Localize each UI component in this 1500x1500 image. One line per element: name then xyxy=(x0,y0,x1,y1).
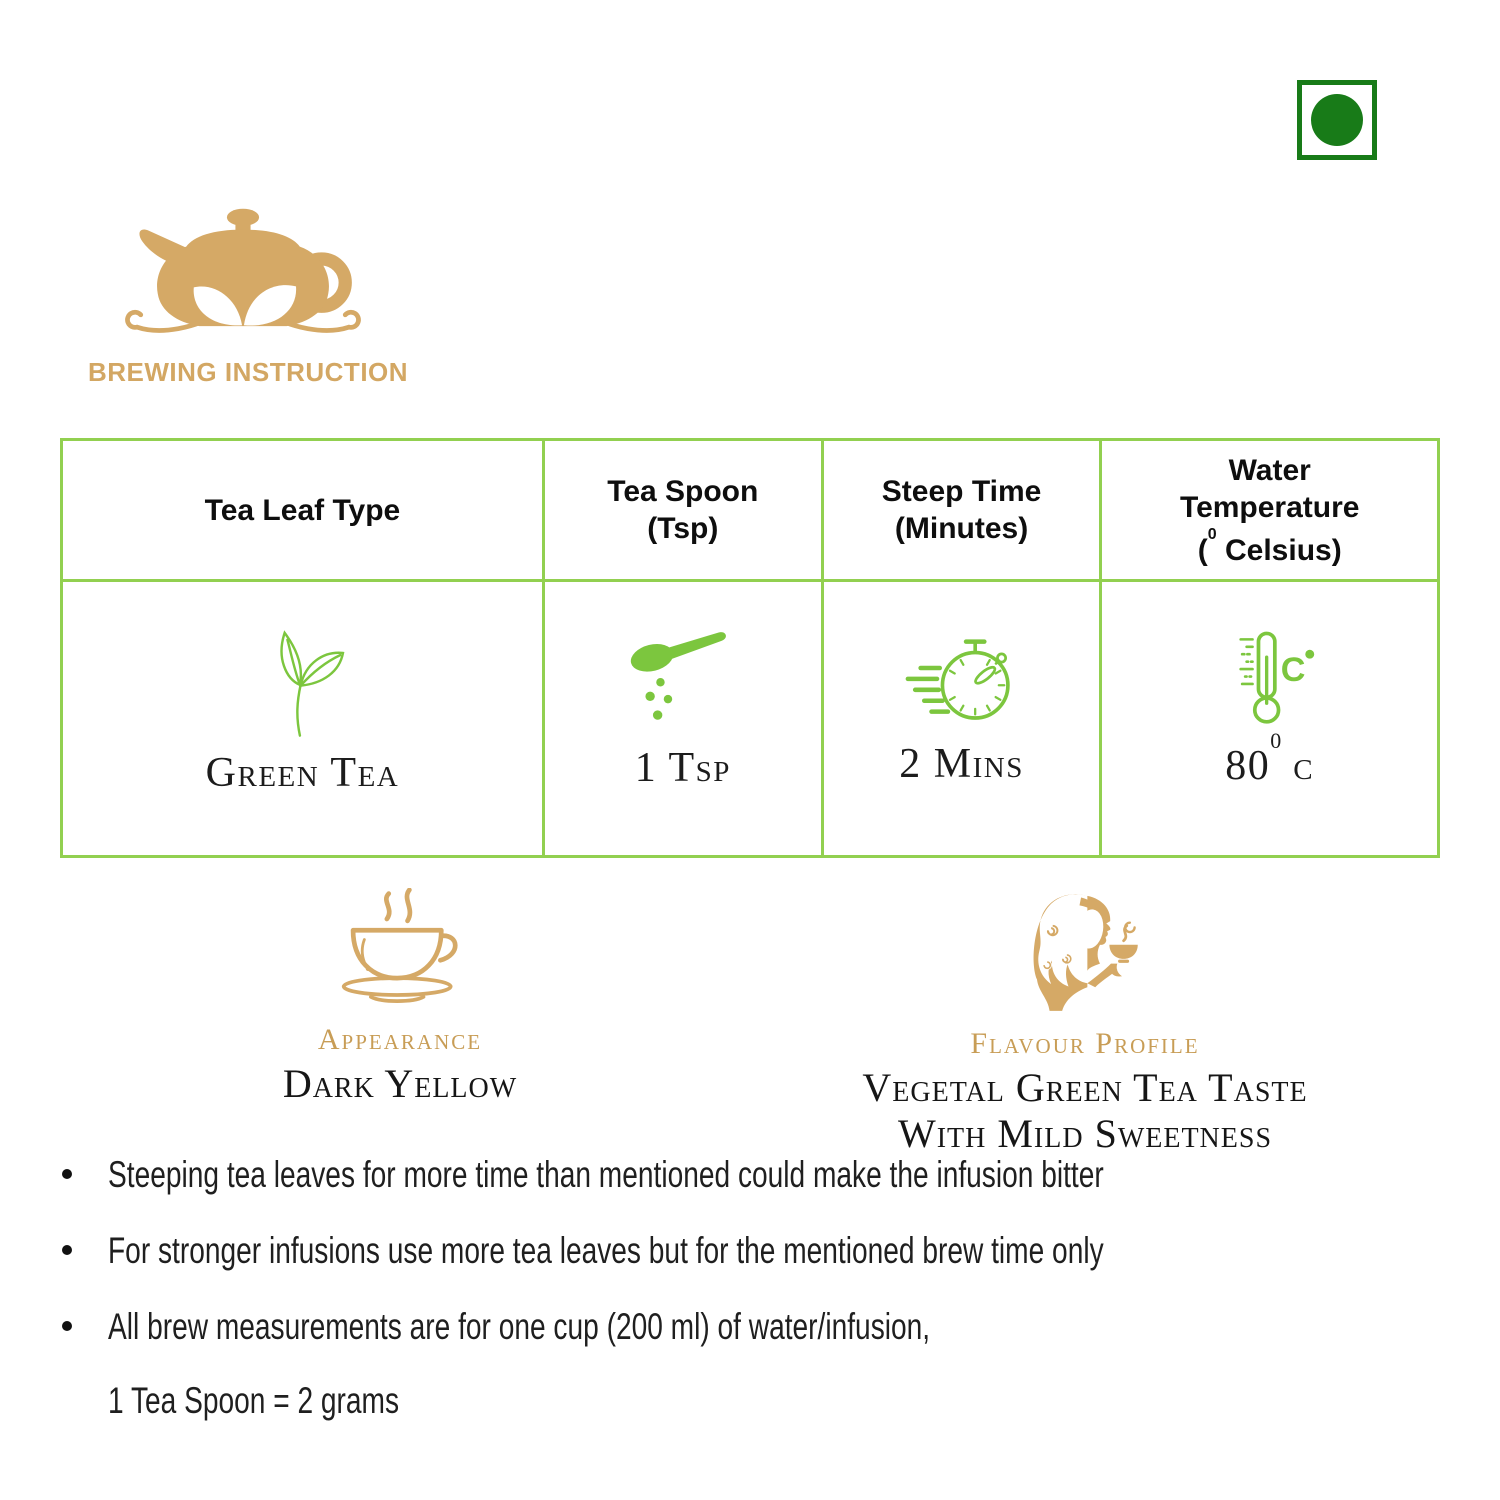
lady-with-teacup-icon xyxy=(1010,888,1160,1014)
vegetarian-dot-icon xyxy=(1311,94,1363,146)
header-line: (Tsp) xyxy=(647,512,719,545)
note-text: Steeping tea leaves for more time than mentioned could make the infusion bitter xyxy=(108,1154,1104,1195)
col-header-steep-time xyxy=(824,441,1103,582)
celsius-text: Celsius) xyxy=(1216,533,1342,567)
degree-superscript: 0 xyxy=(1207,525,1217,543)
note-text: For stronger infusions use more tea leaves but for the mentioned brew time only xyxy=(108,1230,1104,1271)
header-line: Water xyxy=(1228,453,1311,487)
teapot-logo-icon xyxy=(93,205,393,347)
cell-tea-spoon xyxy=(545,582,824,855)
thermometer-icon xyxy=(1207,626,1333,730)
header-line: Steep Time xyxy=(881,475,1042,508)
cell-steep-time xyxy=(824,582,1103,855)
flavour-value-line2: With Mild Sweetness xyxy=(897,1111,1273,1156)
note-item xyxy=(58,1304,1458,1350)
note-text: All brew measurements are for one cup (200 ml) of water/infusion, xyxy=(108,1306,931,1347)
note-item xyxy=(58,1152,1458,1198)
header-line: (Minutes) xyxy=(894,512,1029,545)
steep-time-value: 2 Mins xyxy=(899,740,1024,787)
header-line: Tea Leaf Type xyxy=(204,493,401,527)
tea-spoon-icon xyxy=(625,624,741,732)
flavour-section xyxy=(830,888,1340,1157)
temp-unit: c xyxy=(1281,742,1315,789)
paren: ( xyxy=(1197,533,1208,567)
teacup-icon xyxy=(314,888,486,1010)
flavour-label: Flavour Profile xyxy=(970,1027,1200,1060)
water-temperature-value xyxy=(1225,727,1315,790)
brand-block xyxy=(88,205,409,388)
appearance-section xyxy=(235,888,565,1107)
header-line xyxy=(1198,526,1342,569)
instruction-notes xyxy=(58,1152,1458,1380)
tea-leaf-type-value: Green Tea xyxy=(205,749,400,796)
tea-sprout-icon xyxy=(247,619,357,737)
header-line: Temperature xyxy=(1179,490,1360,524)
brewing-table xyxy=(60,438,1440,858)
col-header-tea-spoon xyxy=(545,441,824,582)
col-header-tea-leaf-type xyxy=(63,441,545,582)
cell-tea-leaf-type xyxy=(63,582,545,855)
brewing-instruction-title: BREWING INSTRUCTION xyxy=(88,357,409,387)
appearance-value: Dark Yellow xyxy=(282,1061,518,1106)
bullet-dot-icon xyxy=(62,1245,72,1255)
appearance-label: Appearance xyxy=(317,1023,483,1056)
bullet-dot-icon xyxy=(62,1321,72,1331)
footnote-wrap xyxy=(108,1378,491,1424)
flavour-value xyxy=(830,1065,1340,1157)
cell-water-temperature xyxy=(1102,582,1437,855)
col-header-water-temperature xyxy=(1102,441,1437,582)
note-item xyxy=(58,1228,1458,1274)
temp-number: 80 xyxy=(1225,742,1271,789)
header-line: Tea Spoon xyxy=(607,475,759,508)
footnote-text: 1 Tea Spoon = 2 grams xyxy=(108,1380,400,1421)
celsius-letter: C xyxy=(1280,650,1306,689)
flavour-value-line1: Vegetal Green Tea Taste xyxy=(862,1065,1308,1110)
tea-spoon-value: 1 Tsp xyxy=(634,744,731,791)
stopwatch-icon xyxy=(899,628,1025,728)
vegetarian-mark xyxy=(1297,80,1377,160)
temp-degree-superscript: 0 xyxy=(1270,727,1282,753)
bullet-dot-icon xyxy=(62,1169,72,1179)
